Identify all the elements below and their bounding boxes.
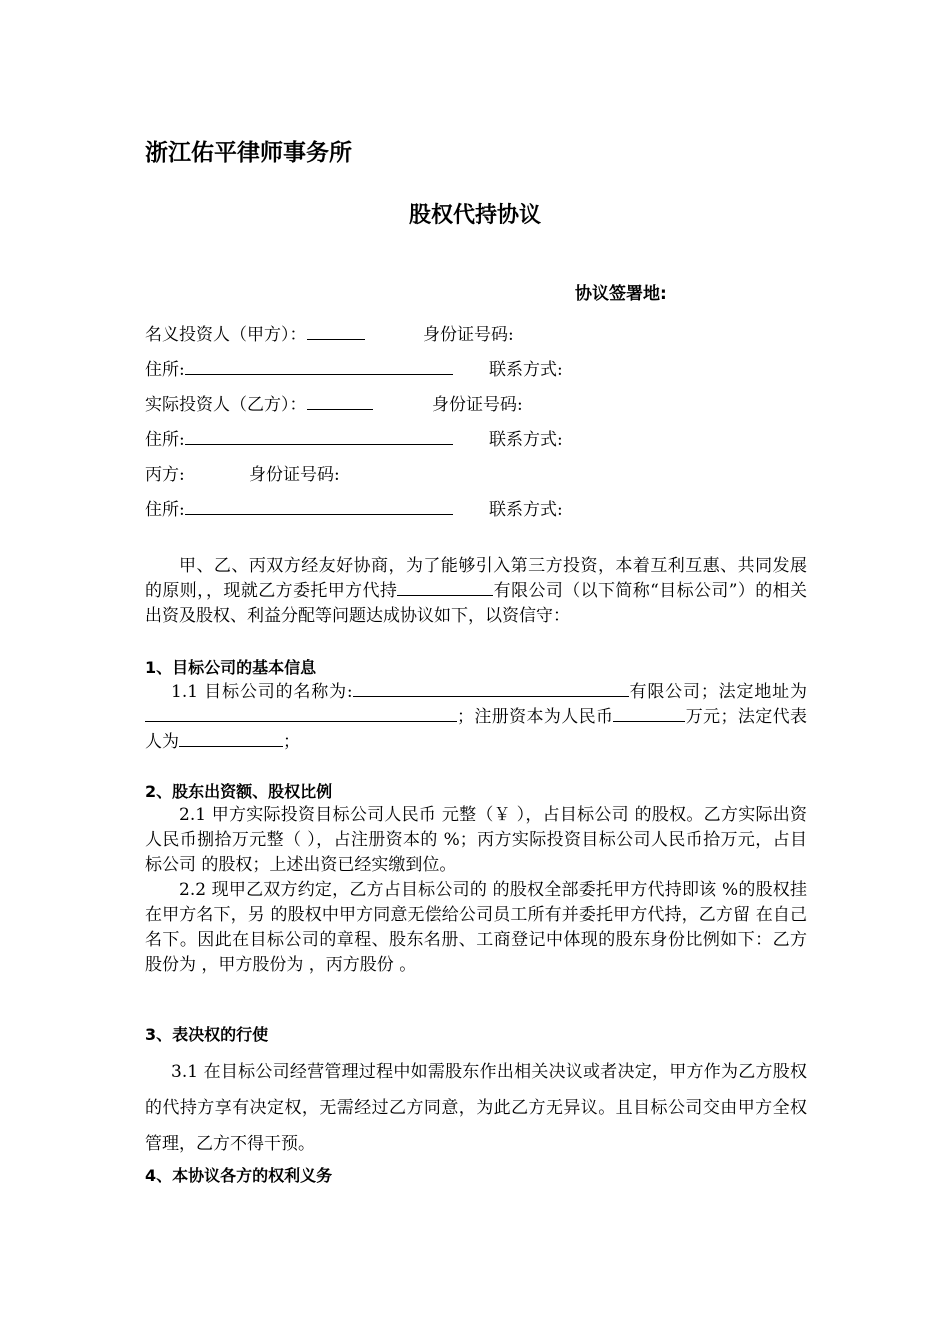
intro-text-2: 有限公司（以下简称“目标公司”）的相关出资及股权、利益分配等问题达成协议如下，以资信守： (145, 581, 808, 626)
party-b-row (145, 390, 373, 415)
party-c-id-label: 身份证号码: (249, 465, 340, 485)
section-1-heading: 1、目标公司的基本信息 (145, 658, 317, 677)
intro-text-1: 甲、乙、丙双方经友好协商，为了能够引入第三方投资，本着互利互惠、共同发展的原则，，现就乙方委托甲方代持 (145, 556, 807, 601)
party-a-address-label: 住所: (145, 360, 185, 380)
party-c-label: 丙方: (145, 465, 185, 485)
section-4-heading: 4、本协议各方的权利义务 (145, 1166, 333, 1185)
party-a-contact-label: 联系方式: (489, 360, 563, 380)
section-1-paragraph (145, 680, 807, 755)
s1-company-name-blank (353, 682, 629, 697)
party-c-address-row (145, 495, 453, 520)
party-a-name-blank (307, 325, 365, 340)
s1-text-b: 有限公司；法定地址为 (628, 682, 808, 702)
s2-clause-2: 2.2 现甲乙双方约定，乙方占目标公司的 的股权全部委托甲方代持即该 %的股权挂在甲方名下，另 的股权中甲方同意无偿给公司员工所有并委托甲方代持，乙方留 在自己名下。因此在目标公司的章程、股东名册、工商登记中体现的股东身份比例如下：乙方股份为 ，甲方股份为 ，丙方股份 。 (145, 880, 807, 975)
s1-text-a: 1.1 目标公司的名称为: (171, 682, 353, 702)
party-a-address-blank (185, 360, 453, 375)
intro-paragraph (145, 554, 807, 629)
firm-name: 浙江佑平律师事务所 (145, 140, 352, 166)
party-a-id-label: 身份证号码: (423, 325, 514, 345)
s1-legal-rep-blank (179, 732, 283, 747)
section-2-heading: 2、股东出资额、股权比例 (145, 782, 333, 801)
s2-clause-1: 2.1 甲方实际投资目标公司人民币 元整（￥ ），占目标公司 的股权。乙方实际出资人民币捌拾万元整（ ），占注册资本的 %；丙方实际投资目标公司人民币拾万元，占目标公司 的股权；上述出资已经实缴到位。 (145, 805, 807, 875)
s1-capital-blank (613, 707, 685, 722)
section-3-heading: 3、表决权的行使 (145, 1025, 269, 1044)
s1-address-blank (145, 707, 457, 722)
intro-company-blank (397, 581, 493, 596)
party-b-address-row (145, 425, 453, 450)
party-c-address-blank (185, 500, 453, 515)
party-b-id-label: 身份证号码: (432, 395, 523, 415)
s1-text-c: ；注册资本为人民币 (457, 707, 614, 727)
party-a-label: 名义投资人（甲方）： (145, 325, 307, 345)
s1-text-d: 万元；法定代表人为 (145, 707, 807, 752)
party-a-address-row (145, 355, 453, 380)
party-a-row (145, 320, 365, 345)
party-c-contact-label: 联系方式: (489, 500, 563, 520)
section-3-paragraph (145, 1054, 807, 1162)
document-title: 股权代持协议 (408, 203, 541, 228)
s3-clause-1: 3.1 在目标公司经营管理过程中如需股东作出相关决议或者决定，甲方作为乙方股权的代持方享有决定权，无需经过乙方同意，为此乙方无异议。且目标公司交由甲方全权管理，乙方不得干预。 (145, 1062, 807, 1154)
party-b-name-blank (307, 395, 373, 410)
party-c-address-label: 住所: (145, 500, 185, 520)
party-b-label: 实际投资人（乙方）： (145, 395, 307, 415)
sign-place-label: 协议签署地: (575, 284, 667, 304)
party-b-contact-label: 联系方式: (489, 430, 563, 450)
section-2-paragraphs (145, 803, 807, 978)
s1-text-e: ； (283, 732, 300, 752)
party-b-address-blank (185, 430, 453, 445)
party-b-address-label: 住所: (145, 430, 185, 450)
